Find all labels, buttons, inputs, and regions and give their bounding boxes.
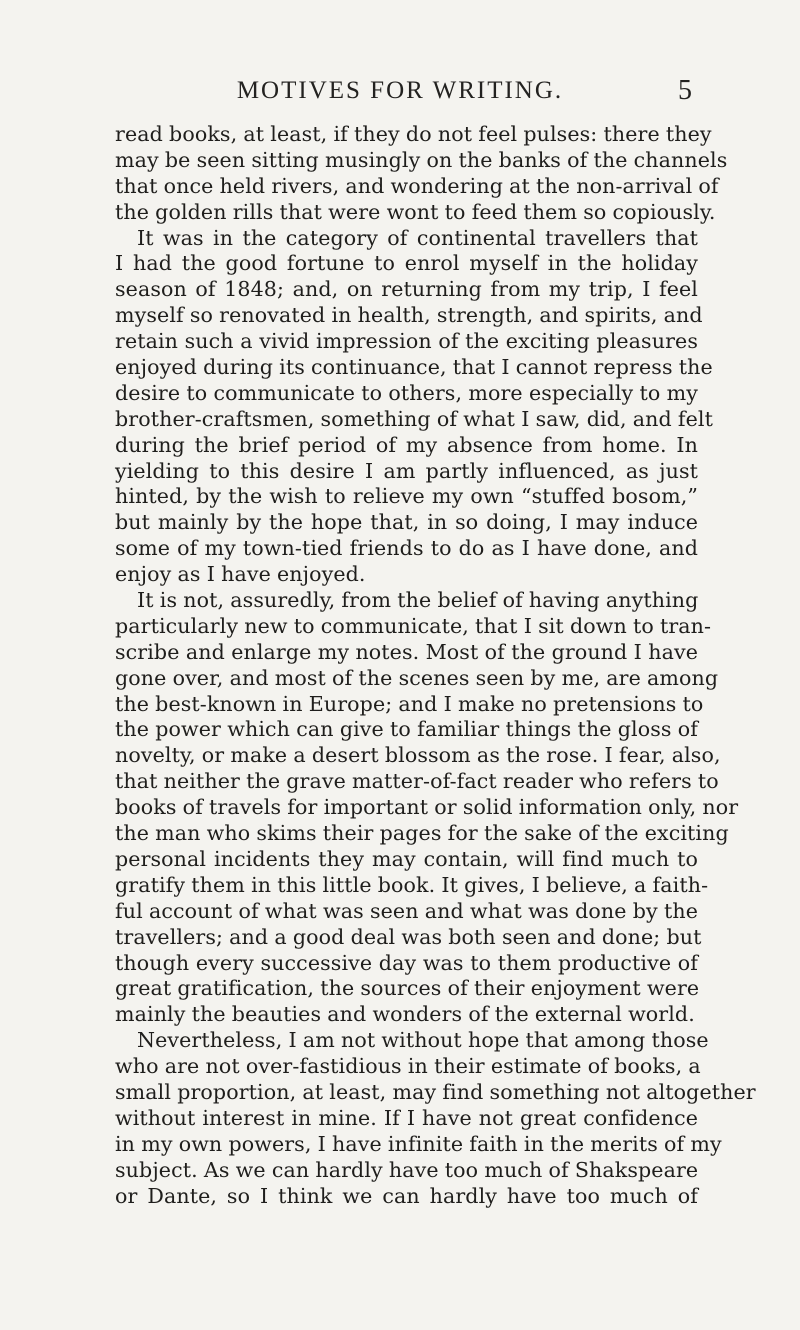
text-line: myself so renovated in health, strength, and spirits, and bbox=[115, 303, 703, 328]
text-line: travellers; and a good deal was both seen and done; but bbox=[115, 924, 702, 949]
text-line: the man who skims their pages for the sake of the exciting bbox=[115, 821, 729, 846]
paragraph-first-line: It is not, assuredly, from the belief of having anything bbox=[137, 588, 699, 613]
text-line: yielding to this desire I am partly influenced, as just bbox=[115, 458, 698, 483]
text-line: retain such a vivid impression of the exciting pleasures bbox=[115, 329, 698, 354]
text-line: during the brief period of my absence from home. In bbox=[115, 432, 698, 457]
paragraph-first-line: Nevertheless, I am not without hope that among those bbox=[137, 1028, 709, 1053]
text-line: particularly new to communicate, that I sit down to tran- bbox=[115, 613, 712, 638]
text-line: enjoyed during its continuance, that I cannot repress the bbox=[115, 355, 713, 380]
text-line: ful account of what was seen and what was done by the bbox=[115, 898, 698, 923]
text-line: season of 1848; and, on returning from my trip, I feel bbox=[115, 277, 698, 302]
text-line: gone over, and most of the scenes seen by me, are among bbox=[115, 665, 719, 690]
text-line: personal incidents they may contain, will find much to bbox=[115, 846, 698, 871]
text-line: the golden rills that were wont to feed them so copiously. bbox=[115, 199, 716, 224]
text-line: without interest in mine. If I have not great confidence bbox=[115, 1105, 698, 1130]
text-line: that once held rivers, and wondering at the non-arrival of bbox=[115, 173, 719, 198]
paragraph-first-line: It was in the category of continental travellers that bbox=[137, 225, 698, 250]
text-line: gratify them in this little book. It gives, I believe, a faith- bbox=[115, 872, 709, 897]
text-line: mainly the beauties and wonders of the external world. bbox=[115, 1002, 695, 1027]
text-line: the power which can give to familiar things the gloss of bbox=[115, 717, 698, 742]
text-line: in my own powers, I have infinite faith in the merits of my bbox=[115, 1131, 722, 1156]
text-line: small proportion, at least, may find something not altogether bbox=[115, 1079, 756, 1104]
text-line: who are not over-fastidious in their estimate of books, a bbox=[115, 1054, 701, 1079]
text-line: desire to communicate to others, more especially to my bbox=[115, 380, 698, 405]
text-line: some of my town-tied friends to do as I have done, and bbox=[115, 536, 698, 561]
text-line: scribe and enlarge my notes. Most of the ground I have bbox=[115, 639, 698, 664]
text-line: books of travels for important or solid information only, nor bbox=[115, 795, 739, 820]
running-head bbox=[0, 76, 800, 106]
text-line: read books, at least, if they do not feel pulses: there they bbox=[115, 122, 712, 146]
text-line: I had the good fortune to enrol myself in the holiday bbox=[115, 251, 698, 276]
running-title: MOTIVES FOR WRITING. bbox=[236, 77, 564, 104]
text-line: that neither the grave matter-of-fact reader who refers to bbox=[115, 769, 719, 794]
text-line: or Dante, so I think we can hardly have too much of bbox=[115, 1183, 698, 1208]
text-line: the best-known in Europe; and I make no pretensions to bbox=[115, 691, 704, 716]
text-line: enjoy as I have enjoyed. bbox=[115, 562, 366, 587]
text-line: though every successive day was to them productive of bbox=[115, 950, 698, 975]
body-text bbox=[115, 122, 756, 1209]
text-line: hinted, by the wish to relieve my own “stuffed bosom,” bbox=[115, 484, 698, 509]
page-number: 5 bbox=[678, 75, 692, 106]
text-line: subject. As we can hardly have too much of Shakspeare bbox=[115, 1157, 699, 1182]
text-line: brother-craftsmen, something of what I saw, did, and felt bbox=[115, 406, 713, 431]
text-line: may be seen sitting musingly on the banks of the channels bbox=[115, 147, 728, 172]
text-line: great gratification, the sources of their enjoyment were bbox=[115, 976, 700, 1001]
text-line: but mainly by the hope that, in so doing, I may induce bbox=[115, 510, 698, 535]
text-line: novelty, or make a desert blossom as the rose. I fear, also, bbox=[115, 743, 721, 768]
